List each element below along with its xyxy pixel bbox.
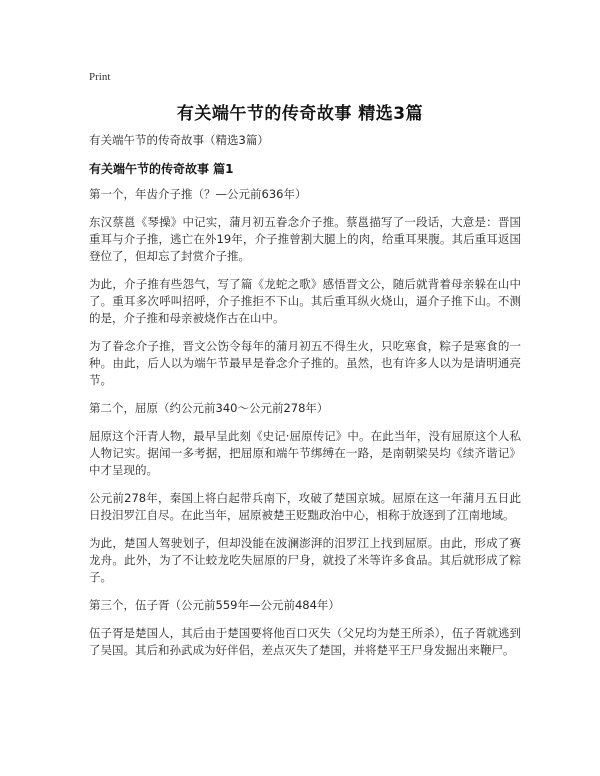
paragraph: 为了眷念介子推，晋文公饬令每年的蒲月初五不得生火，只吃寒食，粽子是寒食的一种。由此，后人以为端午节最早是眷念介子推的。虽然，也有许多人以为是请明通亮节。 xyxy=(89,339,521,387)
paragraph: 东汉蔡邕《琴操》中记实，蒲月初五眷念介子推。蔡邕描写了一段话，大意是：晋国重耳与介子推，逃亡在外19年，介子推曾割大腿上的肉，给重耳果腹。其后重耳返国登位了，但却忘了封赏介子推。 xyxy=(89,215,521,263)
paragraph: 屈原这个汗青人物，最早呈此刻《史记·屈原传记》中。在此当年，没有屈原这个人私人物记实。据闻一多考据，把屈原和端午节绑缚在一路，是南朝梁吴均《续齐谐记》中才呈现的。 xyxy=(89,429,521,477)
document-subtitle: 有关端午节的传奇故事（精选3篇） xyxy=(89,133,269,147)
print-label: Print xyxy=(89,71,111,83)
paragraph-story-2-heading: 第二个，屈原（约公元前340～公元前278年） xyxy=(89,401,329,415)
paragraph-story-3-heading: 第三个，伍子胥（公元前559年—公元前484年） xyxy=(89,598,340,612)
document-title: 有关端午节的传奇故事 精选3篇 xyxy=(176,104,424,124)
paragraph: 伍子胥是楚国人，其后由于楚国要将他百口灭失（父兄均为楚王所杀），伍子胥就逃到了吴国。其后和孙武成为好伴侣，差点灭失了楚国，并将楚平王尸身发掘出来鞭尸。 xyxy=(89,626,521,657)
paragraph: 公元前278年，秦国上将白起带兵南下，攻破了楚国京城。屈原在这一年蒲月五日此日投汨罗江自尽。在此当年，屈原被楚王贬黜政治中心，相称于放逐到了江南地域。 xyxy=(89,491,521,522)
article-body xyxy=(89,186,521,670)
section-heading: 有关端午节的传奇故事 篇1 xyxy=(89,162,234,176)
paragraph: 为此，楚国人驾驶划子，但却没能在波澜澎湃的汨罗江上找到屈原。由此，形成了赛龙舟。此外，为了不让蛟龙吃失屈原的尸身，就投了米等许多食品。其后就形成了粽子。 xyxy=(89,536,521,584)
paragraph-story-1-heading: 第一个，年齿介子推（？—公元前636年） xyxy=(89,187,307,201)
paragraph: 为此，介子推有些怨气，写了篇《龙蛇之歌》感悟晋文公，随后就背着母亲躲在山中了。重耳多次呼叫招呼，介子推拒不下山。其后重耳纵火烧山，逼介子推下山。不测的是，介子推和母亲被烧作古在山中。 xyxy=(89,277,521,325)
